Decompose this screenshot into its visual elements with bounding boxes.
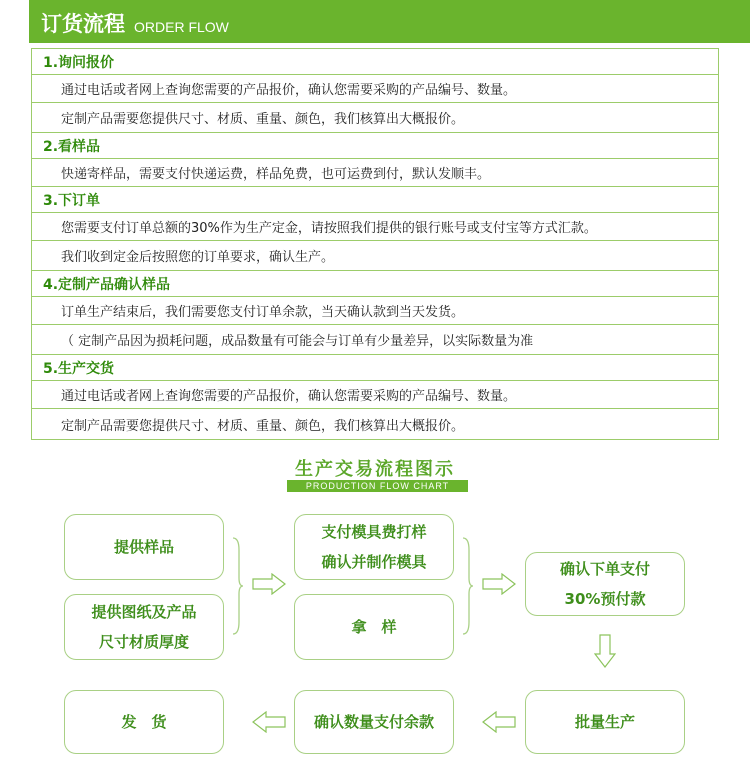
- provide-sample-label: 提供样品: [113, 538, 174, 556]
- section-line: 您需要支付订单总额的30%作为生产定金，请按照我们提供的银行账号或支付宝等方式汇款。: [32, 213, 718, 241]
- arrow-left-icon: [252, 711, 286, 733]
- section-title: 4.定制产品确认样品: [32, 271, 718, 297]
- section-line: 订单生产结束后，我们需要您支付订单余款，当天确认款到当天发货。: [32, 297, 718, 325]
- section-line: 通过电话或者网上查询您需要的产品报价，确认您需要采购的产品编号、数量。: [32, 75, 718, 103]
- confirm-order-line2: 30%预付款: [564, 590, 646, 608]
- section-line: 定制产品需要您提供尺寸、材质、重量、颜色，我们核算出大概报价。: [61, 418, 465, 434]
- pay-balance-label: 确认数量支付余款: [313, 713, 434, 731]
- mass-production-box: [525, 690, 685, 754]
- brace-left-icon: [230, 536, 244, 636]
- section-title: 3.下订单: [32, 187, 718, 213]
- production-flow-subtitle: PRODUCTION FLOW CHART: [287, 480, 468, 492]
- header-subtitle: ORDER FLOW: [134, 19, 229, 35]
- section-title: 2.看样品: [32, 133, 718, 159]
- provide-drawing-line1: 提供图纸及产品: [91, 603, 197, 621]
- mold-fee-line2: 确认并制作模具: [321, 553, 427, 571]
- arrow-left-icon: [482, 711, 516, 733]
- section-line: 定制产品需要您提供尺寸、材质、重量、颜色，我们核算出大概报价。: [32, 103, 718, 133]
- section-line: 快递寄样品，需要支付快递运费，样品免费，也可运费到付，默认发顺丰。: [32, 159, 718, 187]
- mold-fee-line1: 支付模具费打样: [321, 523, 427, 541]
- pay-balance-box: [294, 690, 454, 754]
- take-sample-label: 拿 样: [351, 618, 397, 636]
- ship-label: 发 货: [121, 713, 167, 731]
- arrow-right-icon: [252, 573, 286, 595]
- section-line: （ 定制产品因为损耗问题，成品数量有可能会与订单有少量差异，以实际数量为准: [32, 325, 718, 355]
- arrow-down-icon: [594, 634, 616, 668]
- order-flow-table: [31, 48, 719, 440]
- mass-production-label: 批量生产: [574, 713, 635, 731]
- take-sample-box: [294, 594, 454, 660]
- header-title: 订货流程: [41, 12, 125, 36]
- ship-box: [64, 690, 224, 754]
- brace-middle-icon: [460, 536, 474, 636]
- confirm-order-line1: 确认下单支付: [559, 560, 650, 578]
- confirm-order-box: [525, 552, 685, 616]
- arrow-right-icon: [482, 573, 516, 595]
- mold-fee-box: [294, 514, 454, 580]
- section-title: 5.生产交货: [32, 355, 718, 381]
- provide-drawing-box: [64, 594, 224, 660]
- production-flow-title: 生产交易流程图示: [295, 459, 455, 480]
- section-title: 1.询问报价: [32, 49, 718, 75]
- section-line: 我们收到定金后按照您的订单要求，确认生产。: [32, 241, 718, 271]
- provide-sample-box: [64, 514, 224, 580]
- order-flow-header: [29, 0, 750, 43]
- section-line: 通过电话或者网上查询您需要的产品报价，确认您需要采购的产品编号、数量。: [32, 381, 718, 409]
- provide-drawing-line2: 尺寸材质厚度: [98, 633, 189, 651]
